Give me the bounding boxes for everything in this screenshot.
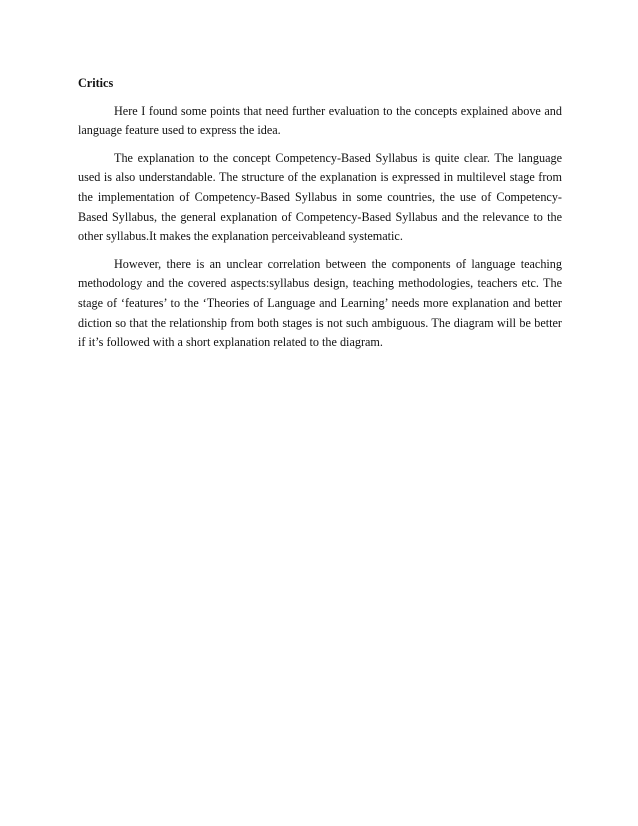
section-heading: Critics	[78, 76, 114, 90]
paragraph-intro: Here I found some points that need further evaluation to the concepts explained above and language feature used to express the idea.	[78, 103, 562, 138]
document-body	[78, 74, 562, 361]
paragraph-explanation: The explanation to the concept Competency-Based Syllabus is quite clear. The language used is also understandable. The structure of the explanation is expressed in multilevel stage from the implementation of Competency-Based Syllabus in some countries, the use of Competency-Based Syllabus, the general explanation of Competency-Based Syllabus and the relevance to the other syllabus.It makes the explanation perceivableand systematic.	[78, 150, 562, 244]
paragraph-critique: However, there is an unclear correlation between the components of language teaching methodology and the covered aspects:syllabus design, teaching methodologies, teachers etc. The stage of ‘features’ to the ‘Theories of Language and Learning’ needs more explanation and better diction so that the relationship from both stages is not such ambiguous. The diagram will be better if it’s followed with a short explanation related to the diagram.	[78, 256, 562, 350]
